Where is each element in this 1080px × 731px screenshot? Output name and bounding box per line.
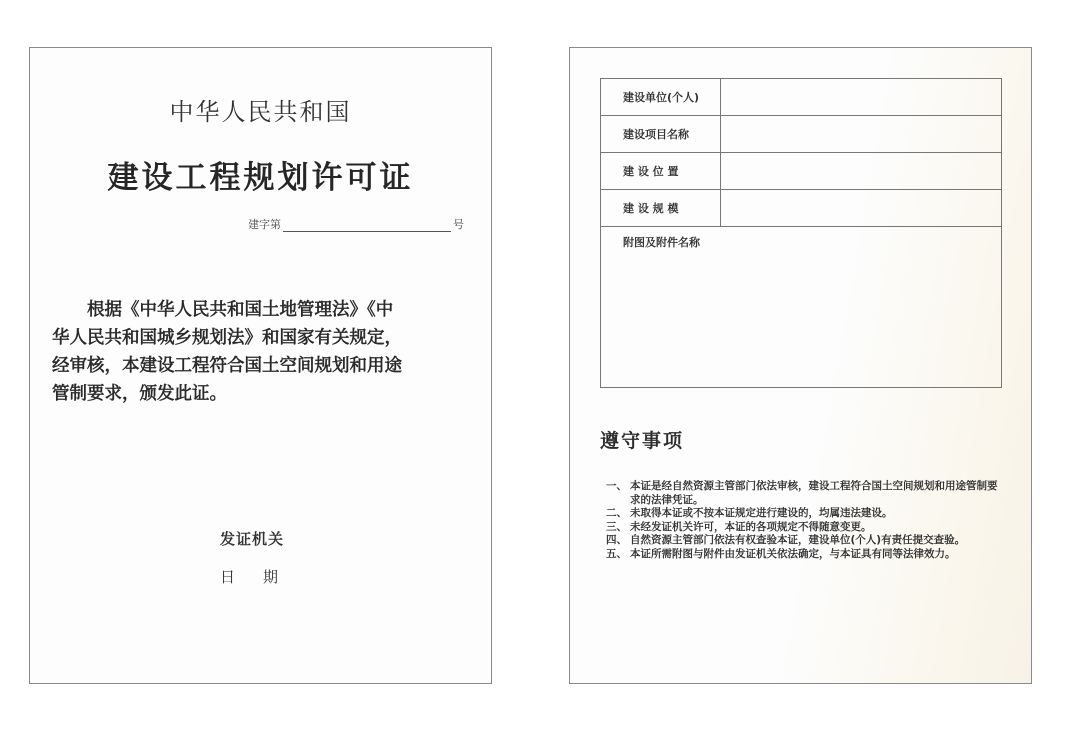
notice-list	[606, 480, 1002, 561]
table-row	[601, 190, 1002, 227]
notice-title: 遵守事项	[600, 430, 685, 452]
body-line: 华人民共和国城乡规划法》和国家有关规定，	[52, 328, 402, 348]
notice-text: 本证所需附图与附件由发证机关依法确定，与本证具有同等法律效力。	[630, 547, 956, 560]
body-line: 经审核，本建设工程符合国土空间规划和用途	[52, 356, 402, 376]
table-row	[601, 116, 1002, 153]
construction-scale-value	[721, 190, 1002, 227]
body-line: 管制要求，颁发此证。	[52, 384, 227, 404]
issuing-authority-label: 发证机关	[220, 530, 285, 548]
number-prefix: 建字第	[248, 218, 281, 231]
project-name-label: 建设项目名称	[601, 116, 721, 153]
table-row	[601, 227, 1002, 388]
notice-text: 本证是经自然资源主管部门依法审核，建设工程符合国土空间规划和用途管制要求的法律凭证。	[630, 480, 998, 506]
table-row	[601, 153, 1002, 190]
notice-text: 未取得本证或不按本证规定进行建设的，均属违法建设。	[630, 507, 893, 519]
notice-text: 未经发证机关许可，本证的各项规定不得随意变更。	[630, 520, 872, 533]
date-char: 期	[263, 568, 279, 586]
list-item	[606, 521, 1002, 535]
number-suffix: 号	[453, 218, 464, 231]
notice-text: 自然资源主管部门依法有权查验本证，建设单位(个人)有责任提交查验。	[630, 534, 966, 546]
construction-unit-value	[721, 79, 1002, 116]
project-info-table	[600, 78, 1002, 388]
notice-number: 一、	[606, 480, 627, 492]
body-line: 根据《中华人民共和国土地管理法》《中	[52, 300, 394, 320]
date-char: 日	[220, 568, 236, 586]
attachments-label: 附图及附件名称	[601, 227, 1002, 388]
notice-number: 三、	[606, 520, 627, 533]
list-item	[606, 534, 1002, 548]
construction-location-label: 建 设 位 置	[601, 153, 721, 190]
table-row	[601, 79, 1002, 116]
certificate-title: 建设工程规划许可证	[107, 160, 414, 196]
country-name: 中华人民共和国	[169, 98, 352, 126]
construction-scale-label: 建 设 规 模	[601, 190, 721, 227]
construction-location-value	[721, 153, 1002, 190]
certificate-number-field	[283, 219, 451, 232]
list-item	[606, 480, 1002, 507]
certificate-cover-page	[29, 47, 492, 684]
certificate-number-line	[248, 216, 464, 232]
issue-date-label	[220, 566, 278, 587]
certificate-detail-page	[569, 47, 1032, 684]
certificate-body-text	[52, 296, 472, 408]
construction-unit-label: 建设单位(个人)	[601, 79, 721, 116]
list-item	[606, 507, 1002, 521]
notice-number: 二、	[606, 507, 627, 519]
list-item	[606, 548, 1002, 562]
notice-number: 四、	[606, 534, 627, 546]
project-name-value	[721, 116, 1002, 153]
notice-number: 五、	[606, 547, 627, 560]
